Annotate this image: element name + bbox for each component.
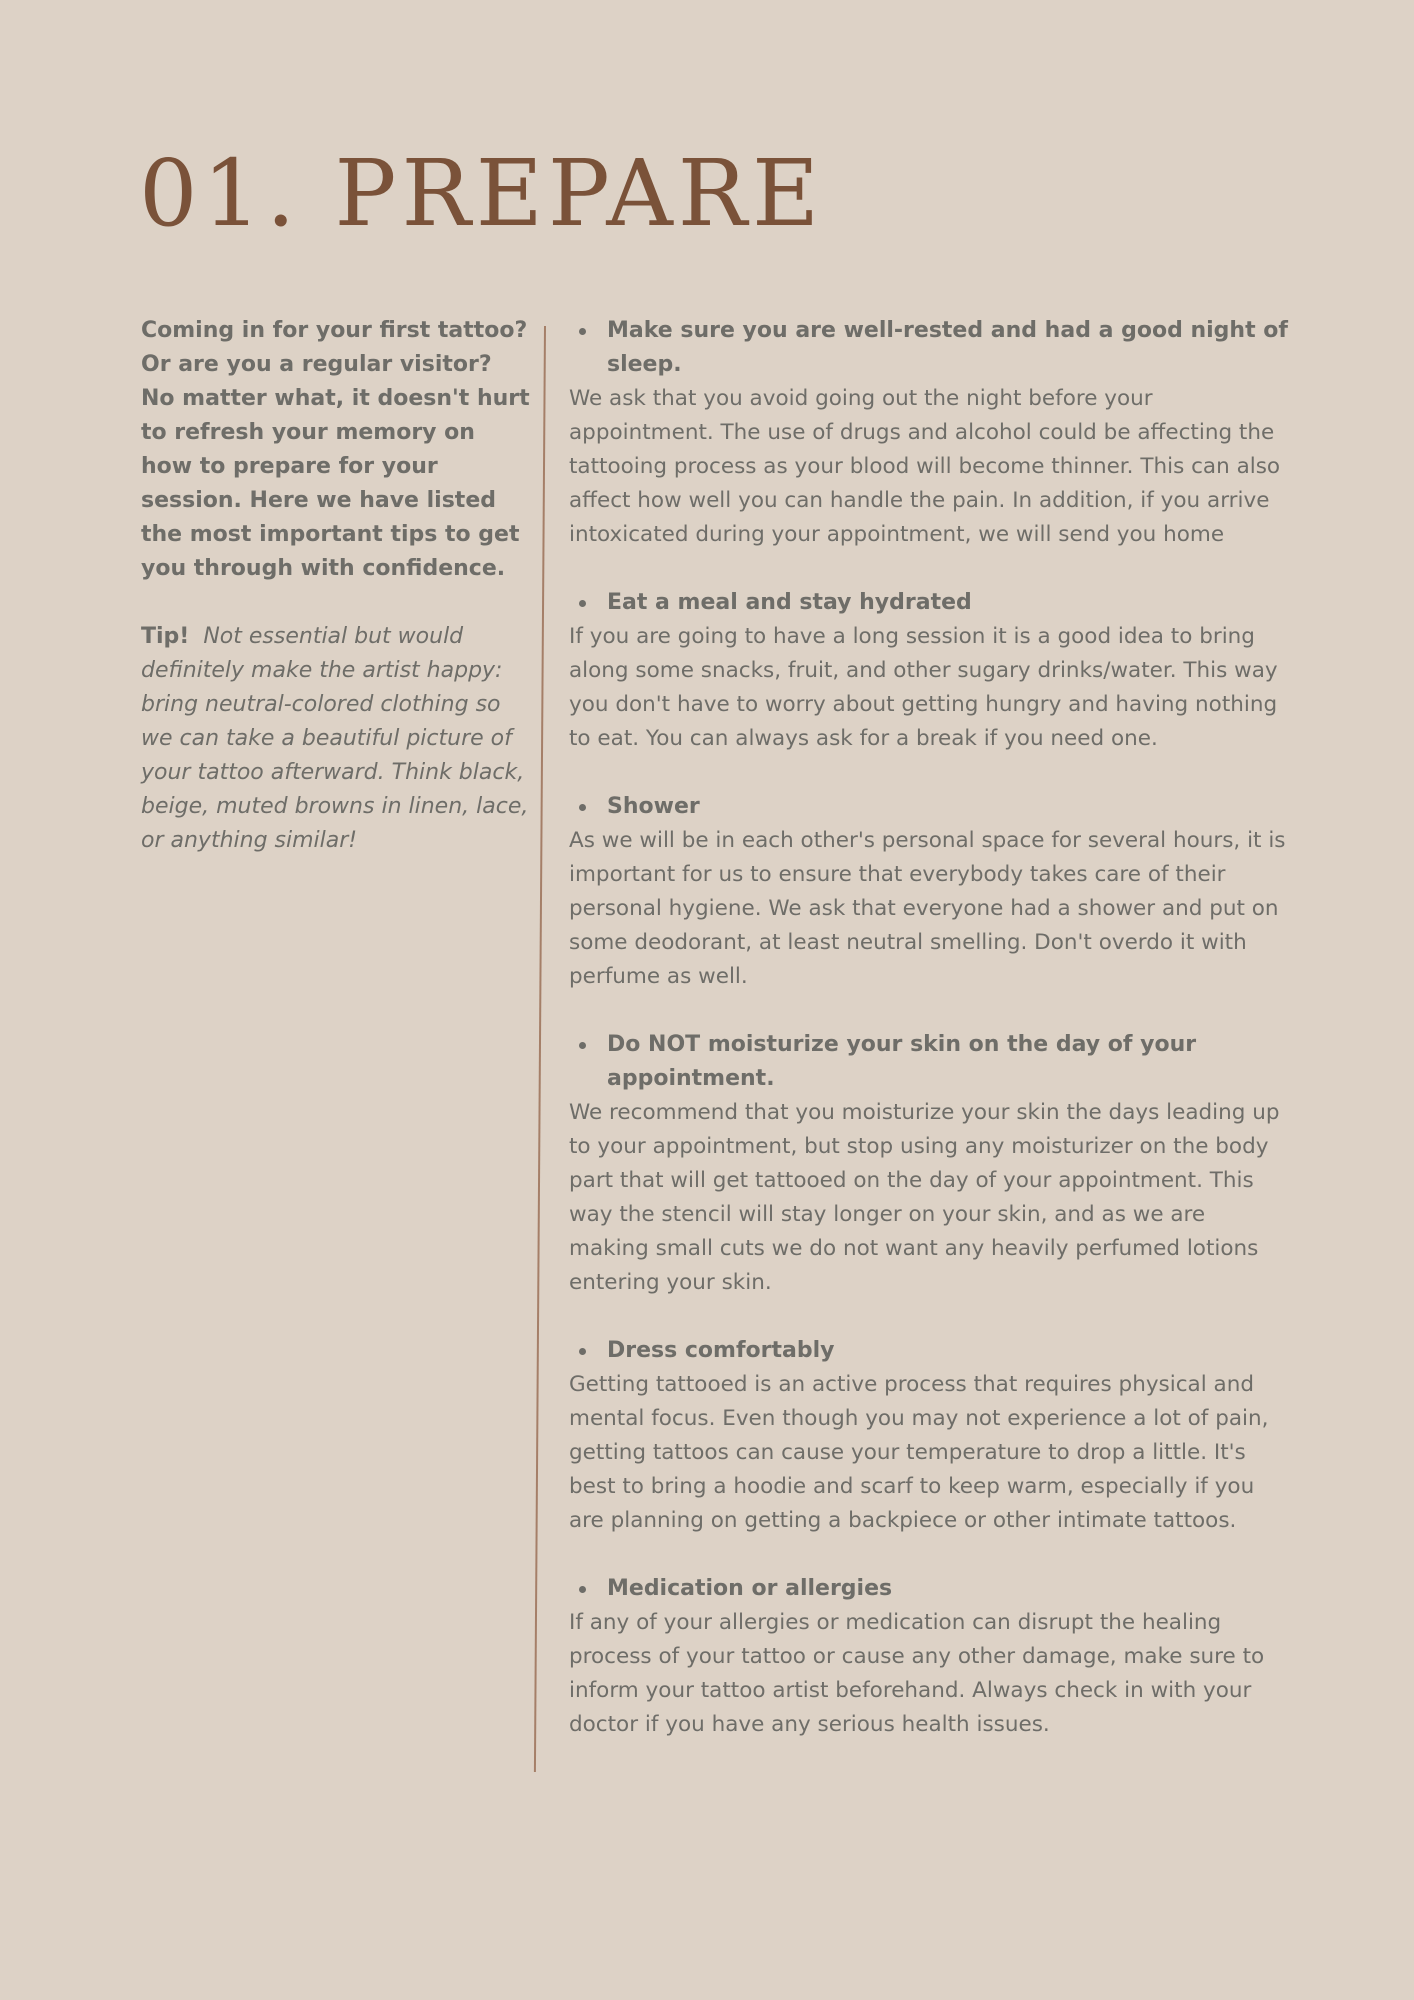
intro-column — [141, 314, 531, 858]
tip-text: Not essential but would definitely make the artist happy: bring neutral-colored clothing so we can take a beautiful picture of your tattoo afterward. Think black, beige, muted browns in linen, lace, or anything similar! — [141, 624, 529, 853]
tips-list — [569, 314, 1289, 1776]
list-item-moisturize — [569, 1028, 1289, 1300]
list-item-meal — [569, 586, 1289, 756]
item-body: We recommend that you moisturize your skin the days leading up to your appointment, but stop using any moisturizer on the body part that will get tattooed on the day of your appointment. This way the stencil will stay longer on your skin, and as we are making small cuts we do not want any heavily perfumed lotions entering your skin. — [569, 1100, 1280, 1295]
page-title: 01. PREPARE — [139, 140, 825, 247]
bullet-icon — [579, 804, 586, 811]
item-heading-text: Do NOT moisturize your skin on the day of your appointment. — [607, 1032, 1197, 1091]
item-heading — [569, 586, 1289, 620]
tip-paragraph — [141, 620, 531, 858]
item-body: As we will be in each other's personal space for several hours, it is important for us to ensure that everybody takes care of their personal hygiene. We ask that everyone had a shower and put on some deodorant, at least neutral smelling. Don't overdo it with perfume as well. — [569, 828, 1286, 989]
bullet-icon — [579, 328, 586, 335]
item-body: We ask that you avoid going out the night before your appointment. The use of drugs and alcohol could be affecting the tattooing process as your blood will become thinner. This can also affect how well you can handle the pain. In addition, if you arrive intoxicated during your appointment, we will send you home — [569, 386, 1281, 547]
list-item-shower — [569, 790, 1289, 994]
item-body: If any of your allergies or medication can disrupt the healing process of your tattoo or cause any other damage, make sure to inform your tattoo artist beforehand. Always check in with your doctor if you have any serious health issues. — [569, 1610, 1265, 1737]
intro-text: Coming in for your first tattoo? Or are you a regular visitor? No matter what, it doesn't hurt to refresh your memory on how to prepare for your session. Here we have listed the most important tips to get you through with confidence. — [141, 318, 530, 581]
item-heading — [569, 1334, 1289, 1368]
tip-label: Tip! — [141, 624, 190, 649]
item-heading — [569, 314, 1289, 382]
item-body: If you are going to have a long session it is a good idea to bring along some snacks, fruit, and other sugary drinks/water. This way you don't have to worry about getting hungry and having nothing to eat. You can always ask for a break if you need one. — [569, 624, 1278, 751]
item-heading — [569, 790, 1289, 824]
bullet-icon — [579, 600, 586, 607]
list-item-medication — [569, 1572, 1289, 1742]
list-item-rest — [569, 314, 1289, 552]
item-heading — [569, 1572, 1289, 1606]
list-item-dress — [569, 1334, 1289, 1538]
bullet-icon — [579, 1348, 586, 1355]
column-divider — [534, 326, 546, 1772]
item-heading-text: Make sure you are well-rested and had a good night of sleep. — [607, 318, 1288, 377]
item-heading — [569, 1028, 1289, 1096]
item-body: Getting tattooed is an active process that requires physical and mental focus. Even though you may not experience a lot of pain, getting tattoos can cause your temperature to drop a little. It's best to bring a hoodie and scarf to keep warm, especially if you are planning on getting a backpiece or other intimate tattoos. — [569, 1372, 1269, 1533]
bullet-icon — [579, 1586, 586, 1593]
bullet-icon — [579, 1042, 586, 1049]
item-heading-text: Dress comfortably — [607, 1338, 835, 1363]
item-heading-text: Medication or allergies — [607, 1576, 893, 1601]
item-heading-text: Eat a meal and stay hydrated — [607, 590, 972, 615]
item-heading-text: Shower — [607, 794, 700, 819]
